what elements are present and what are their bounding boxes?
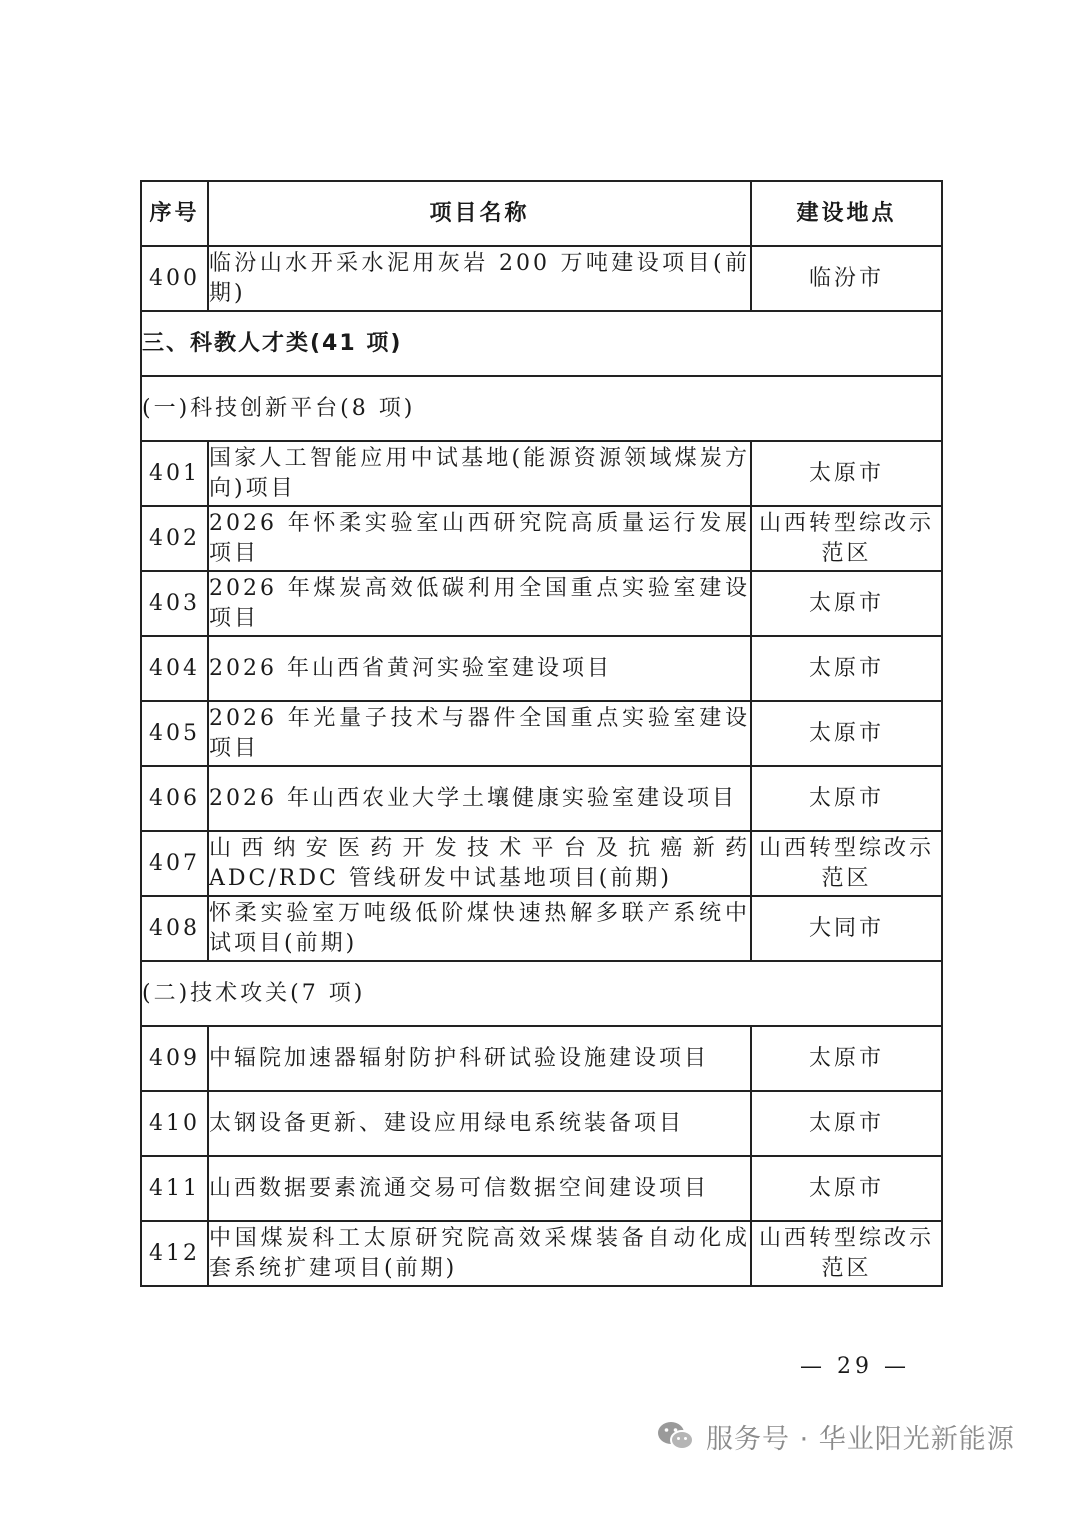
table-row	[141, 1221, 942, 1286]
project-name: 国家人工智能应用中试基地(能源资源领域煤炭方向)项目	[208, 441, 751, 506]
project-location: 太原市	[751, 766, 942, 831]
project-name: 2026 年怀柔实验室山西研究院高质量运行发展项目	[208, 506, 751, 571]
row-number: 406	[141, 766, 208, 831]
project-name: 2026 年山西省黄河实验室建设项目	[208, 636, 751, 701]
table-row	[141, 246, 942, 311]
project-name: 2026 年光量子技术与器件全国重点实验室建设项目	[208, 701, 751, 766]
subsection-heading: (一)科技创新平台(8 项)	[141, 376, 942, 441]
project-name: 山西纳安医药开发技术平台及抗癌新药 ADC/RDC 管线研发中试基地项目(前期)	[208, 831, 751, 896]
watermark-text: 服务号 · 华业阳光新能源	[706, 1423, 1015, 1455]
page-number: — 29 —	[800, 1354, 910, 1379]
header-location: 建设地点	[751, 181, 942, 246]
project-location: 太原市	[751, 636, 942, 701]
row-number: 408	[141, 896, 208, 961]
project-location: 太原市	[751, 701, 942, 766]
watermark	[656, 1418, 1015, 1454]
row-number: 403	[141, 571, 208, 636]
table-header-row	[141, 181, 942, 246]
project-name: 中国煤炭科工太原研究院高效采煤装备自动化成套系统扩建项目(前期)	[208, 1221, 751, 1286]
table-row	[141, 896, 942, 961]
table-row	[141, 766, 942, 831]
project-location: 太原市	[751, 571, 942, 636]
subsection-row	[141, 376, 942, 441]
section-row	[141, 311, 942, 376]
row-number: 400	[141, 246, 208, 311]
project-location: 临汾市	[751, 246, 942, 311]
project-location: 山西转型综改示范区	[751, 831, 942, 896]
row-number: 411	[141, 1156, 208, 1221]
project-name: 2026 年山西农业大学土壤健康实验室建设项目	[208, 766, 751, 831]
row-number: 409	[141, 1026, 208, 1091]
project-location: 太原市	[751, 1156, 942, 1221]
project-name: 太钢设备更新、建设应用绿电系统装备项目	[208, 1091, 751, 1156]
project-name: 临汾山水开采水泥用灰岩 200 万吨建设项目(前期)	[208, 246, 751, 311]
project-location: 太原市	[751, 1091, 942, 1156]
section-heading: 三、科教人才类(41 项)	[141, 311, 942, 376]
table-row	[141, 1156, 942, 1221]
table-row	[141, 1026, 942, 1091]
project-name: 山西数据要素流通交易可信数据空间建设项目	[208, 1156, 751, 1221]
table-row	[141, 441, 942, 506]
row-number: 405	[141, 701, 208, 766]
table-row	[141, 636, 942, 701]
project-table	[140, 180, 943, 1287]
row-number: 401	[141, 441, 208, 506]
table-row	[141, 506, 942, 571]
row-number: 402	[141, 506, 208, 571]
project-location: 太原市	[751, 441, 942, 506]
project-name: 2026 年煤炭高效低碳利用全国重点实验室建设项目	[208, 571, 751, 636]
table-row	[141, 831, 942, 896]
header-name: 项目名称	[208, 181, 751, 246]
wechat-icon	[656, 1419, 696, 1453]
subsection-heading: (二)技术攻关(7 项)	[141, 961, 942, 1026]
table-row	[141, 571, 942, 636]
row-number: 407	[141, 831, 208, 896]
table-row	[141, 701, 942, 766]
table-row	[141, 1091, 942, 1156]
project-location: 大同市	[751, 896, 942, 961]
project-name: 中辐院加速器辐射防护科研试验设施建设项目	[208, 1026, 751, 1091]
row-number: 404	[141, 636, 208, 701]
project-location: 山西转型综改示范区	[751, 1221, 942, 1286]
project-location: 山西转型综改示范区	[751, 506, 942, 571]
project-name: 怀柔实验室万吨级低阶煤快速热解多联产系统中试项目(前期)	[208, 896, 751, 961]
header-no: 序号	[141, 181, 208, 246]
project-location: 太原市	[751, 1026, 942, 1091]
row-number: 410	[141, 1091, 208, 1156]
subsection-row	[141, 961, 942, 1026]
row-number: 412	[141, 1221, 208, 1286]
